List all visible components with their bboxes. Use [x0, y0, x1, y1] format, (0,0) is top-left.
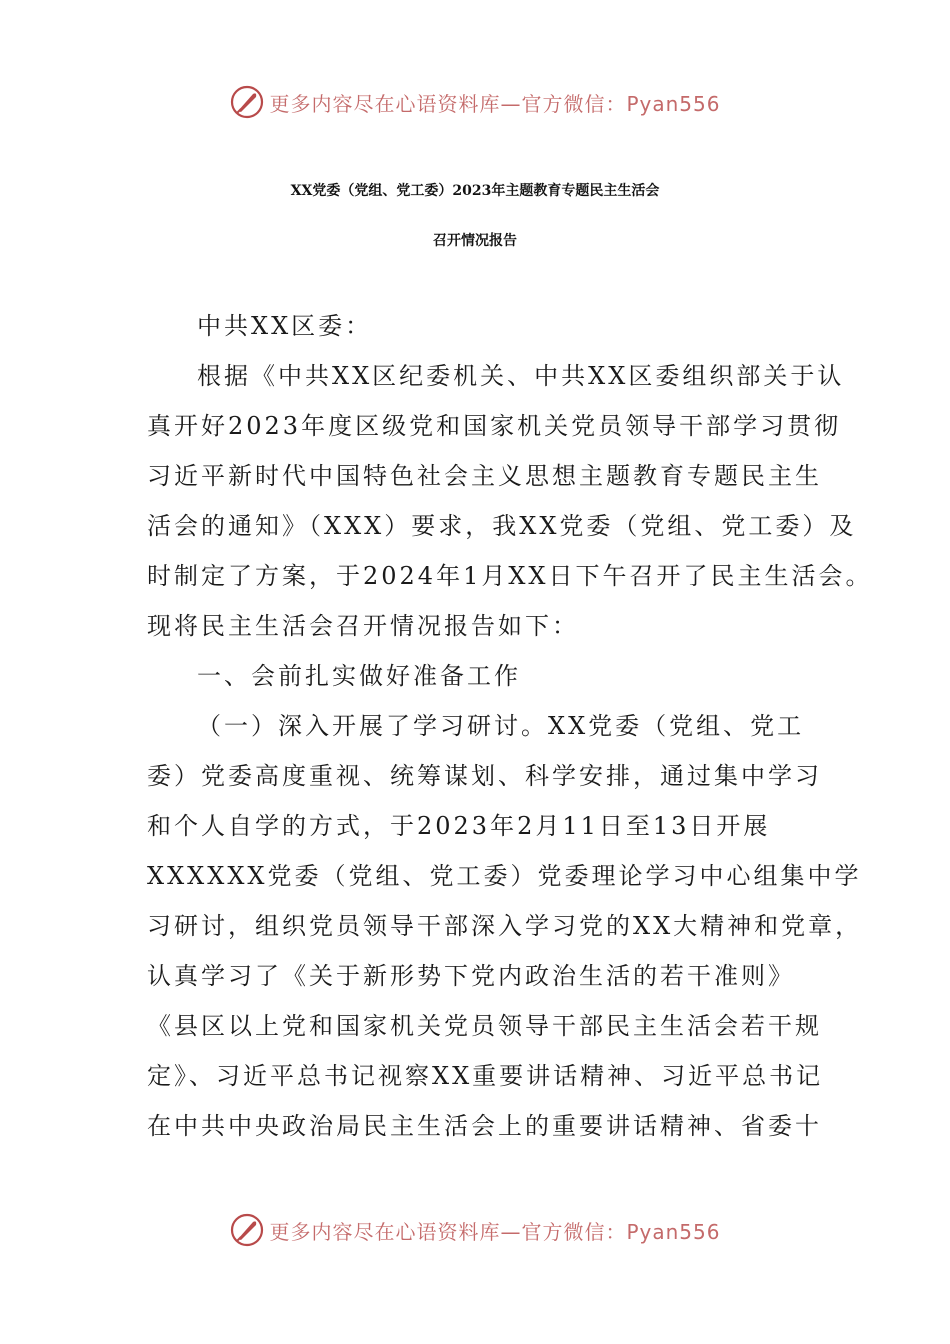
- watermark-text: 更多内容尽在心语资料库—官方微信：Pyan556: [269, 91, 721, 116]
- document-title-line-1: XX党委（党组、党工委）2023年主题教育专题民主生活会: [290, 183, 660, 199]
- body-line: 现将民主生活会召开情况报告如下：: [147, 612, 579, 640]
- section-heading: 一、会前扎实做好准备工作: [197, 662, 521, 690]
- body-line: 《县区以上党和国家机关党员领导干部民主生活会若干规: [147, 1012, 822, 1040]
- salutation: 中共XX区委：: [197, 312, 373, 340]
- body-line: XXXXXX党委（党组、党工委）党委理论学习中心组集中学: [147, 862, 862, 890]
- body-line: 时制定了方案，于2024年1月XX日下午召开了民主生活会。: [147, 562, 873, 590]
- body-line: 在中共中央政治局民主生活会上的重要讲话精神、省委十: [147, 1112, 822, 1140]
- watermark-text: 更多内容尽在心语资料库—官方微信：Pyan556: [269, 1219, 721, 1244]
- body-line: 和个人自学的方式，于2023年2月11日至13日开展: [147, 812, 771, 840]
- body-line: （一）深入开展了学习研讨。XX党委（党组、党工: [197, 712, 805, 740]
- body-line: 认真学习了《关于新形势下党内政治生活的若干准则》: [147, 962, 795, 990]
- body-line: 定》、习近平总书记视察XX重要讲话精神、习近平总书记: [147, 1062, 824, 1090]
- body-line: 习近平新时代中国特色社会主义思想主题教育专题民主生: [147, 462, 822, 490]
- body-line: 真开好2023年度区级党和国家机关党员领导干部学习贯彻: [147, 412, 842, 440]
- body-line: 根据《中共XX区纪委机关、中共XX区委组织部关于认: [197, 362, 845, 390]
- footer-watermark: [0, 1210, 950, 1250]
- quill-pen-logo-icon: [229, 1212, 265, 1248]
- body-line: 委）党委高度重视、统筹谋划、科学安排，通过集中学习: [147, 762, 822, 790]
- quill-pen-logo-icon: [229, 84, 265, 120]
- header-watermark: [0, 82, 950, 122]
- body-line: 活会的通知》（XXX）要求，我XX党委（党组、党工委）及: [147, 512, 857, 540]
- document-title-line-2: 召开情况报告: [433, 233, 517, 249]
- body-line: 习研讨，组织党员领导干部深入学习党的XX大精神和党章，: [147, 912, 863, 940]
